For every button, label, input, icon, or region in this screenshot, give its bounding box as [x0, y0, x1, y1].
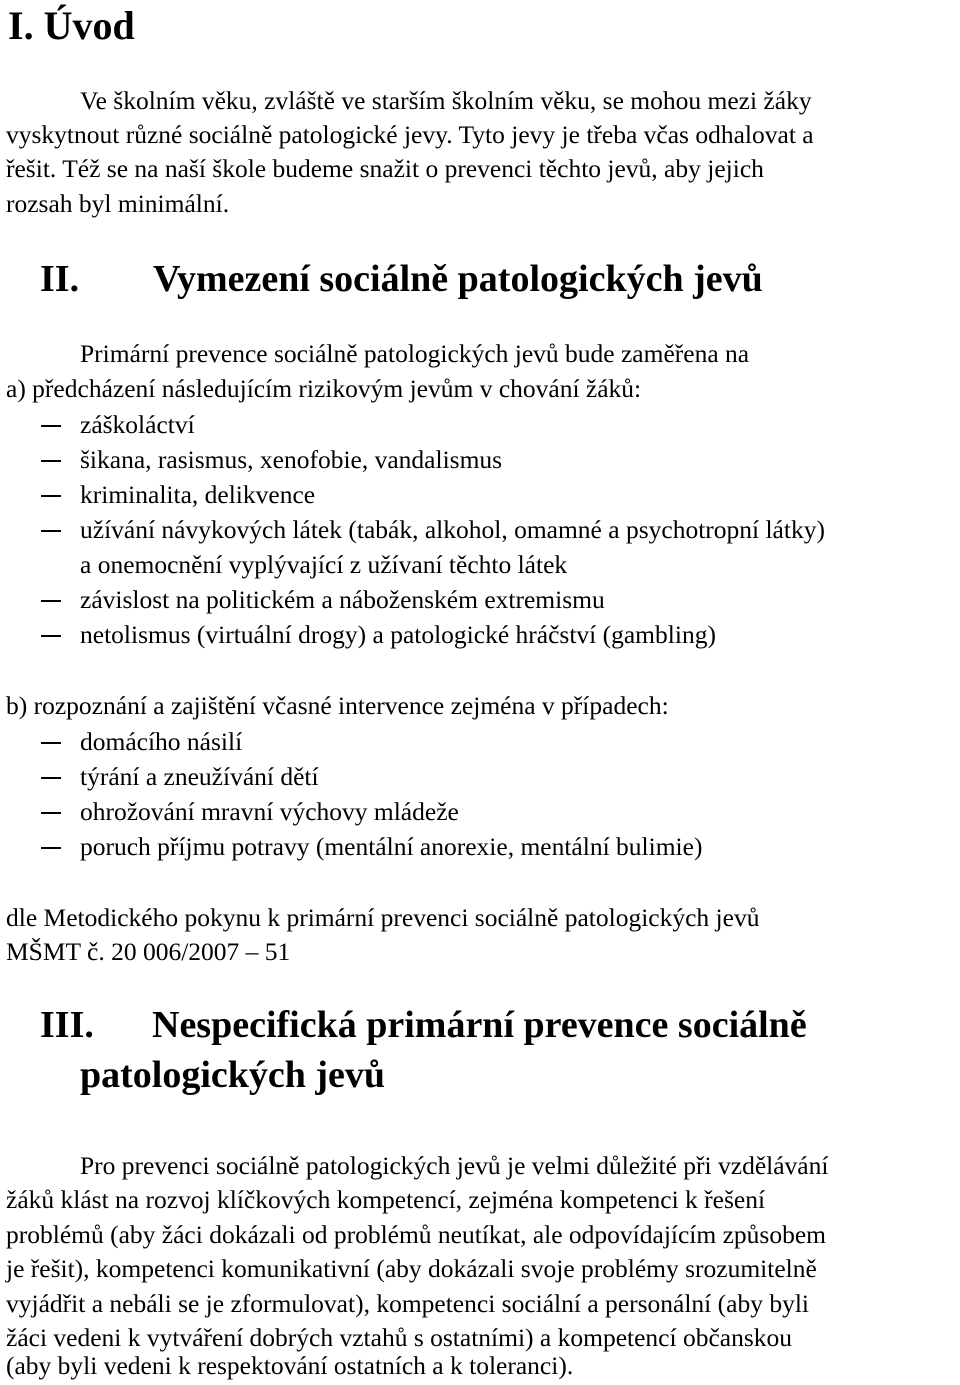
list-item: netolismus (virtuální drogy) a patologické hráčství (gambling): [0, 617, 960, 652]
list-item: užívání návykových látek (tabák, alkohol, omamné a psychotropní látky): [0, 512, 960, 547]
section-3-line-3: problémů (aby žáci dokázali od problémů neutíkat, ale odpovídajícím způsobem: [6, 1220, 826, 1249]
reference-line-2: MŠMT č. 20 006/2007 – 51: [6, 937, 291, 966]
intervention-list: [0, 724, 960, 864]
list-item: šikana, rasismus, xenofobie, vandalismus: [0, 442, 960, 477]
section-1-line-1: Ve školním věku, zvláště ve starším školním věku, se mohou mezi žáky: [80, 86, 812, 115]
section-1-line-2: vyskytnout různé sociálně patologické jevy. Tyto jevy je třeba včas odhalovat a: [6, 120, 814, 149]
section-2-number: II.: [40, 258, 80, 300]
section-2-title: Vymezení sociálně patologických jevů: [153, 258, 763, 300]
list-item-continuation: a onemocnění vyplývající z užívaní těchto látek: [80, 550, 568, 579]
section-3-line-2: žáků klást na rozvoj klíčkových kompetencí, zejména kompetenci k řešení: [6, 1185, 766, 1214]
section-2-intro-line-1: Primární prevence sociálně patologických jevů bude zaměřena na: [80, 339, 750, 368]
list-item: poruch příjmu potravy (mentální anorexie, mentální bulimie): [0, 829, 960, 864]
list-item: záškoláctví: [0, 407, 960, 442]
section-2-intro-line-2: a) předcházení následujícím rizikovým jevům v chování žáků:: [6, 374, 642, 403]
section-3-title-line-2: patologických jevů: [80, 1054, 386, 1096]
section-3-line-5: vyjádřit a nebáli se je zformulovat), kompetenci sociální a personální (aby byli: [6, 1289, 809, 1318]
section-1-line-4: rozsah byl minimální.: [6, 189, 230, 218]
section-3-number: III.: [40, 1004, 94, 1046]
list-item: ohrožování mravní výchovy mládeže: [0, 794, 960, 829]
list-item: kriminalita, delikvence: [0, 477, 960, 512]
risk-behaviour-list: [0, 407, 960, 652]
section-1-line-3: řešit. Též se na naší škole budeme snažit o prevenci těchto jevů, aby jejich: [6, 154, 764, 183]
section-3-line-6: žáci vedeni k vytváření dobrých vztahů s ostatními) a kompetencí občanskou: [6, 1323, 793, 1352]
list-item: domácího násilí: [0, 724, 960, 759]
list-item: týrání a zneužívání dětí: [0, 759, 960, 794]
section-3-line-1: Pro prevenci sociálně patologických jevů je velmi důležité při vzdělávání: [80, 1151, 829, 1180]
section-3-title-line-1: Nespecifická primární prevence sociálně: [152, 1004, 807, 1046]
section-3-line-4: je řešit), kompetenci komunikativní (aby dokázali svoje problémy srozumitelně: [6, 1254, 817, 1283]
list-item: závislost na politickém a náboženském extremismu: [0, 582, 960, 617]
section-2-part-b: b) rozpoznání a zajištění včasné intervence zejména v případech:: [6, 691, 669, 720]
section-3-line-7: (aby byli vedeni k respektování ostatních a k toleranci).: [6, 1351, 574, 1380]
reference-line-1: dle Metodického pokynu k primární prevenci sociálně patologických jevů: [6, 903, 760, 932]
section-1-heading: I. Úvod: [8, 3, 135, 48]
